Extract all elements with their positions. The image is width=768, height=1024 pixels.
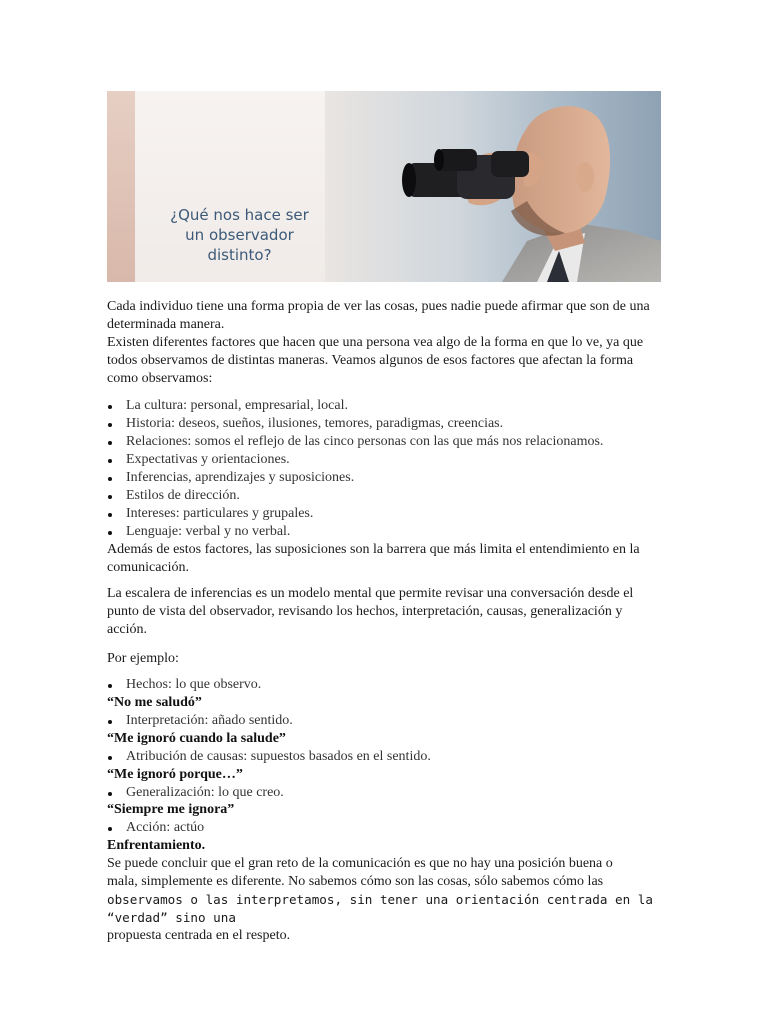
- list-item: Generalización: lo que creo.: [107, 784, 663, 802]
- list-item: Interpretación: añado sentido.: [107, 712, 663, 730]
- banner-caption-line-3: distinto?: [207, 246, 272, 264]
- banner-caption-line-1: ¿Qué nos hace ser: [170, 206, 309, 224]
- intro-paragraph-2: Existen diferentes factores que hacen que una persona vea algo de la forma en que lo ve, ya que todos observamos de distintas maneras. Veamos algunos de esos factores que afectan la forma como observamos:: [107, 335, 644, 386]
- list-item: Atribución de causas: supuestos basados en el sentido.: [107, 748, 663, 766]
- list-item: Expectativas y orientaciones.: [107, 451, 663, 469]
- ladder-paragraph: La escalera de inferencias es un modelo mental que permite revisar una conversación desde el punto de vista del observador, revisando los hechos, interpretación, causas, generalización y acción.: [107, 586, 634, 637]
- intro-paragraph-1: Cada individuo tiene una forma propia de ver las cosas, pues nadie puede afirmar que son de una determinada manera.: [107, 299, 650, 332]
- conclusion-line-1: Se puede concluir que el gran reto de la comunicación es que no hay una posición buena o: [107, 856, 613, 871]
- list-item: Relaciones: somos el reflejo de las cinco personas con las que más nos relacionamos.: [107, 433, 663, 451]
- step-quote: “Siempre me ignora”: [107, 802, 235, 817]
- step-quote: “Me ignoró porque…”: [107, 767, 243, 782]
- inference-steps-list: [107, 784, 663, 802]
- list-item: Inferencias, aprendizajes y suposiciones.: [107, 469, 663, 487]
- after-factors-paragraph: Además de estos factores, las suposiciones son la barrera que más limita el entendimiento en la comunicación.: [107, 542, 640, 575]
- list-item: La cultura: personal, empresarial, local.: [107, 397, 663, 415]
- conclusion-line-4: propuesta centrada en el respeto.: [107, 928, 291, 943]
- list-item: Hechos: lo que observo.: [107, 676, 663, 694]
- list-item: Lenguaje: verbal y no verbal.: [107, 523, 663, 541]
- banner-image: [107, 91, 661, 282]
- list-item: Historia: deseos, sueños, ilusiones, temores, paradigmas, creencias.: [107, 415, 663, 433]
- conclusion-line-3: observamos o las interpretamos, sin tener una orientación centrada en la “verdad” sino una: [107, 892, 653, 925]
- factors-list: [107, 397, 663, 541]
- step-quote: Enfrentamiento.: [107, 838, 206, 853]
- example-label: Por ejemplo:: [107, 651, 179, 666]
- inference-steps-list: [107, 748, 663, 766]
- inference-steps-list: [107, 676, 663, 694]
- intro-section: [107, 298, 663, 388]
- inference-steps-list: [107, 712, 663, 730]
- list-item: Estilos de dirección.: [107, 487, 663, 505]
- banner-caption-line-2: un observador: [185, 226, 294, 244]
- list-item: Acción: actúo: [107, 819, 663, 837]
- step-quote: “Me ignoró cuando la salude”: [107, 731, 286, 746]
- banner-caption: [147, 205, 332, 265]
- conclusion-line-2: mala, simplemente es diferente. No sabemos cómo son las cosas, sólo sabemos cómo las: [107, 874, 604, 889]
- step-quote: “No me saludó”: [107, 695, 202, 710]
- list-item: Intereses: particulares y grupales.: [107, 505, 663, 523]
- inference-steps-list: [107, 819, 663, 837]
- conclusion-paragraph: [107, 855, 663, 945]
